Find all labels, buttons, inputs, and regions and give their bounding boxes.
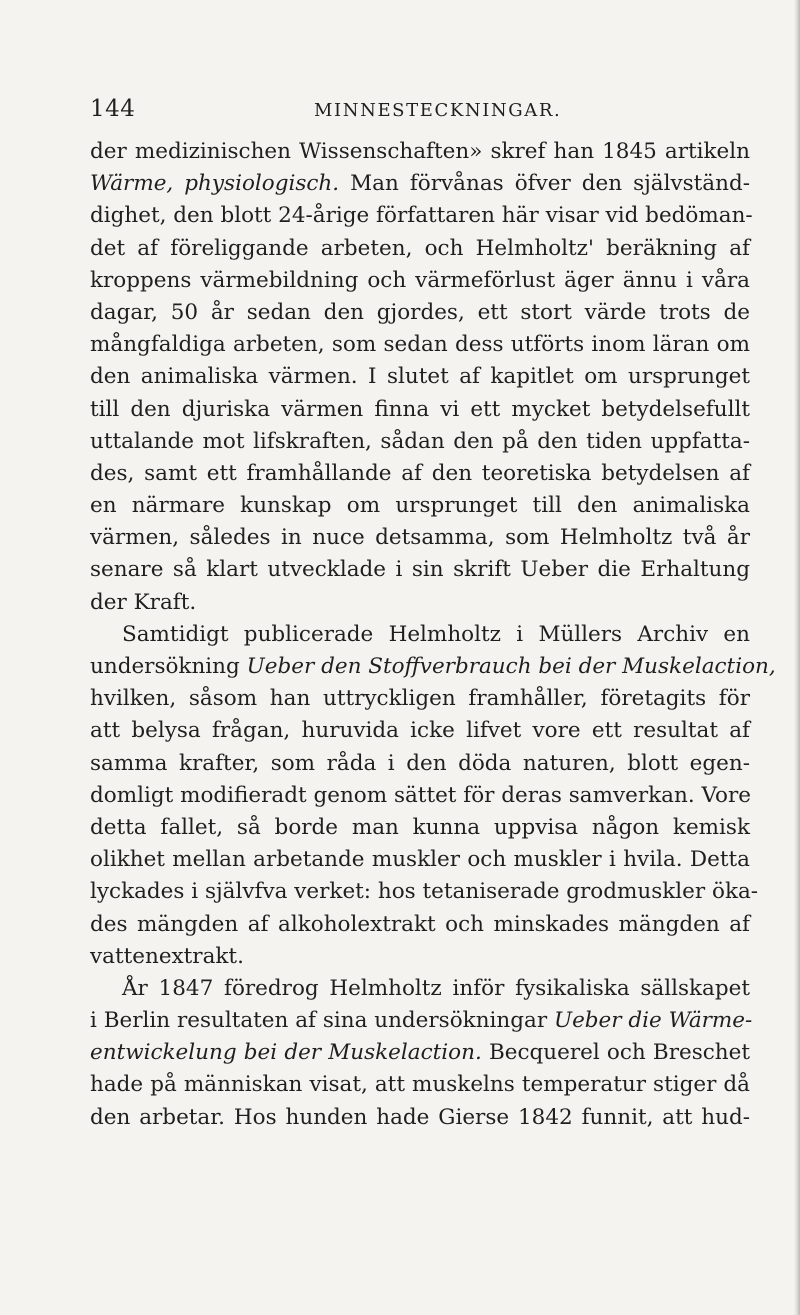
page-header: [90, 94, 750, 124]
running-title: MINNESTECKNINGAR.: [314, 100, 562, 121]
text-line: des, samt ett framhållande af den teoretiska betydelsen af: [90, 460, 750, 486]
text-line: detta fallet, så borde man kunna uppvisa någon kemisk: [90, 814, 750, 840]
text-line: hvilken, såsom han uttryckligen framhåller, företagits för: [90, 686, 750, 712]
text-line: uttalande mot lifskraften, sådan den på den tiden uppfatta-: [90, 428, 750, 454]
text-line: domligt modifieradt genom sättet för deras samverkan. Vore: [90, 782, 751, 808]
text-line: att belysa frågan, huruvida icke lifvet vore ett resultat af: [90, 718, 750, 744]
text-line: lyckades i självfva verket: hos tetaniserade grodmuskler öka-: [90, 879, 759, 905]
text-line: den arbetar. Hos hunden hade Gierse 1842 funnit, att hud-: [90, 1104, 750, 1130]
text-line: der Kraft.: [90, 589, 197, 615]
text-line: det af föreliggande arbeten, och Helmholtz' beräkning af: [90, 235, 750, 261]
text-line: dagar, 50 år sedan den gjordes, ett stort värde trots de: [90, 299, 750, 325]
text-line: Samtidigt publicerade Helmholtz i Müllers Archiv en: [122, 621, 750, 647]
text-line: den animaliska värmen. I slutet af kapitlet om ursprunget: [90, 364, 750, 390]
text-line: Wärme, physiologisch. Man förvånas öfver den självständ-: [90, 171, 751, 197]
text-line: senare så klart utvecklade i sin skrift Ueber die Erhaltung: [90, 557, 750, 583]
text-line: mångfaldiga arbeten, som sedan dess utförts inom läran om: [90, 332, 750, 358]
text-line: olikhet mellan arbetande muskler och muskler i hvila. Detta: [90, 847, 750, 873]
text-line: till den djuriska värmen finna vi ett mycket betydelsefullt: [90, 396, 750, 422]
text-line: en närmare kunskap om ursprunget till den animaliska: [90, 493, 750, 519]
text-line: entwickelung bei der Muskelaction. Becquerel och Breschet: [90, 1040, 750, 1066]
text-line: vattenextrakt.: [90, 943, 244, 969]
text-line: kroppens värmebildning och värmeförlust äger ännu i våra: [90, 267, 750, 293]
body-text: [90, 136, 776, 1134]
text-line: dighet, den blott 24-årige författaren här visar vid bedöman-: [90, 203, 753, 229]
text-line: hade på människan visat, att muskelns temperatur stiger då: [90, 1072, 750, 1098]
text-line: samma krafter, som råda i den döda naturen, blott egen-: [90, 750, 750, 776]
text-line: värmen, således in nuce detsamma, som Helmholtz två år: [90, 525, 750, 551]
text-line: der medizinischen Wissenschaften» skref han 1845 artikeln: [90, 139, 750, 164]
text-line: i Berlin resultaten af sina undersökningar Ueber die Wärme-: [90, 1008, 753, 1034]
page-edge-shadow: [794, 0, 800, 1315]
text-line: År 1847 föredrog Helmholtz inför fysikaliska sällskapet: [122, 975, 750, 1001]
text-line: des mängden af alkoholextrakt och minskades mängden af: [90, 911, 750, 937]
page-number: 144: [90, 96, 136, 122]
text-line: undersökning Ueber den Stoffverbrauch bei der Muskelaction,: [90, 654, 776, 679]
